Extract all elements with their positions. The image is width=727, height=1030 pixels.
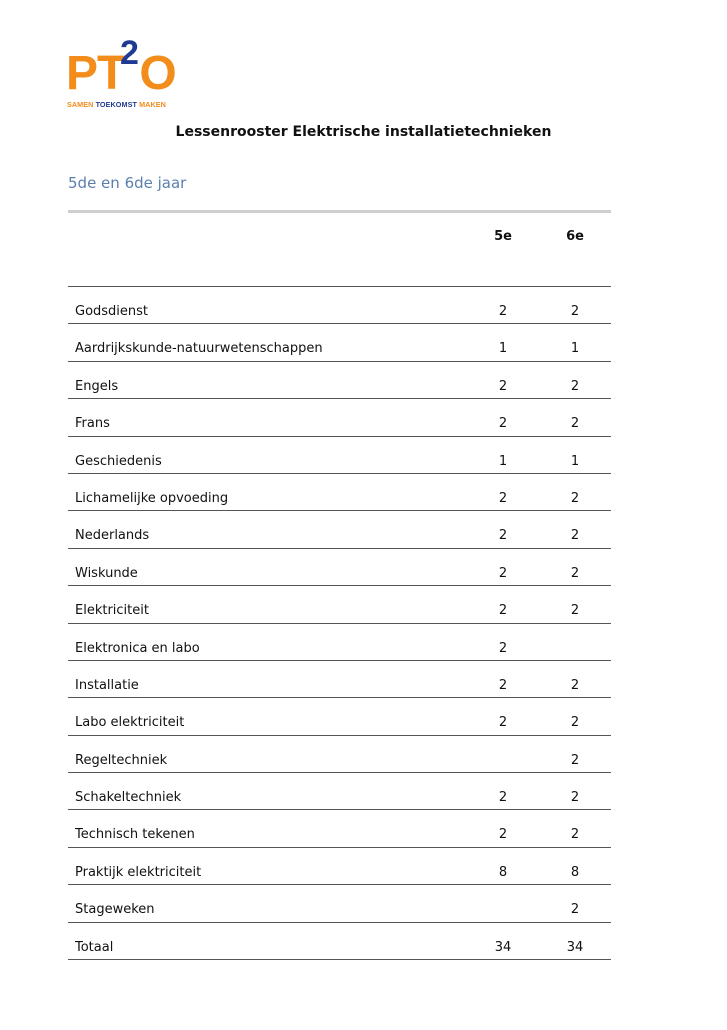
- column-header-5e: 5e: [494, 229, 512, 244]
- hours-5e-cell: 2: [498, 603, 508, 619]
- table-row: [68, 586, 611, 623]
- hours-6e-cell: 2: [570, 490, 580, 506]
- subject-cell: Labo elektriciteit: [75, 715, 185, 731]
- table-row: [68, 736, 611, 773]
- subject-cell: Totaal: [75, 939, 114, 955]
- subject-cell: Regeltechniek: [75, 752, 168, 768]
- subject-cell: Godsdienst: [75, 304, 149, 319]
- hours-6e-cell: 2: [570, 715, 580, 731]
- hours-5e-cell: 2: [498, 827, 508, 843]
- hours-5e-cell: 2: [498, 490, 508, 506]
- table-row: [68, 810, 611, 847]
- subject-cell: Nederlands: [75, 528, 150, 544]
- hours-5e-cell: 2: [498, 416, 508, 432]
- logo-tagline: [67, 100, 166, 109]
- logo-letters-pt: PT: [66, 47, 126, 100]
- table-row: [68, 923, 611, 960]
- hours-5e-cell: 2: [498, 715, 508, 731]
- document-title: Lessenrooster Elektrische installatietechnieken: [175, 124, 552, 140]
- hours-5e-cell: 2: [498, 565, 508, 581]
- hours-6e-cell: 2: [570, 790, 580, 806]
- hours-5e-cell: 2: [498, 677, 508, 693]
- section-heading: 5de en 6de jaar: [68, 174, 187, 192]
- table-row: [68, 698, 611, 735]
- subject-cell: Technisch tekenen: [75, 827, 195, 843]
- logo-superscript-two: 2: [120, 34, 139, 72]
- hours-6e-cell: 2: [570, 677, 580, 693]
- hours-5e-cell: 2: [498, 528, 508, 544]
- table-body: [68, 287, 611, 960]
- table-header-row: [68, 213, 611, 287]
- subject-cell: Engels: [75, 378, 119, 394]
- table-row: [68, 773, 611, 810]
- tagline-part-1: SAMEN: [67, 100, 96, 109]
- subject-cell: Praktijk elektriciteit: [75, 864, 202, 880]
- hours-6e-cell: 2: [570, 416, 580, 432]
- table-row: [68, 511, 611, 548]
- table-row: [68, 362, 611, 399]
- hours-6e-cell: 2: [570, 528, 580, 544]
- tagline-part-2: TOEKOMST: [95, 100, 140, 109]
- hours-5e-cell: 1: [498, 341, 508, 357]
- hours-6e-cell: 2: [570, 565, 580, 581]
- hours-5e-cell: 2: [498, 790, 508, 806]
- hours-6e-cell: 2: [570, 603, 580, 619]
- hours-6e-cell: 1: [570, 453, 580, 469]
- subject-cell: Wiskunde: [75, 565, 138, 581]
- table-row: [68, 549, 611, 586]
- hours-5e-cell: 2: [498, 640, 508, 656]
- hours-6e-cell: 1: [570, 341, 580, 357]
- subject-cell: Frans: [75, 416, 110, 432]
- hours-6e-cell: 2: [570, 752, 580, 768]
- hours-6e-cell: 2: [570, 827, 580, 843]
- hours-6e-cell: 2: [570, 304, 580, 319]
- hours-5e-cell: 8: [498, 864, 508, 880]
- hours-6e-cell: 34: [566, 939, 584, 955]
- table-row: [68, 661, 611, 698]
- hours-6e-cell: 2: [570, 902, 580, 918]
- hours-6e-cell: 8: [570, 864, 580, 880]
- subject-cell: Geschiedenis: [75, 453, 162, 469]
- table-row: [68, 474, 611, 511]
- hours-5e-cell: 34: [494, 939, 512, 955]
- pto-logo: [66, 34, 176, 112]
- hours-5e-cell: 2: [498, 378, 508, 394]
- tagline-part-3: MAKEN: [139, 100, 166, 109]
- hours-6e-cell: 2: [570, 378, 580, 394]
- subject-cell: Installatie: [75, 677, 139, 693]
- column-header-6e: 6e: [566, 229, 584, 244]
- hours-5e-cell: 1: [498, 453, 508, 469]
- table-row: [68, 437, 611, 474]
- table-row: [68, 885, 611, 922]
- subject-cell: Elektronica en labo: [75, 640, 200, 656]
- table-row: [68, 324, 611, 361]
- subject-cell: Schakeltechniek: [75, 790, 182, 806]
- subject-cell: Elektriciteit: [75, 603, 149, 619]
- hours-5e-cell: 2: [498, 304, 508, 319]
- table-row: [68, 624, 611, 661]
- table-row: [68, 287, 611, 324]
- logo-letter-o: O: [139, 47, 176, 100]
- subject-cell: Aardrijkskunde-natuurwetenschappen: [75, 341, 323, 357]
- subject-cell: Lichamelijke opvoeding: [75, 490, 229, 506]
- table-row: [68, 848, 611, 885]
- subject-cell: Stageweken: [75, 902, 155, 918]
- schedule-table: [68, 210, 611, 960]
- table-row: [68, 399, 611, 436]
